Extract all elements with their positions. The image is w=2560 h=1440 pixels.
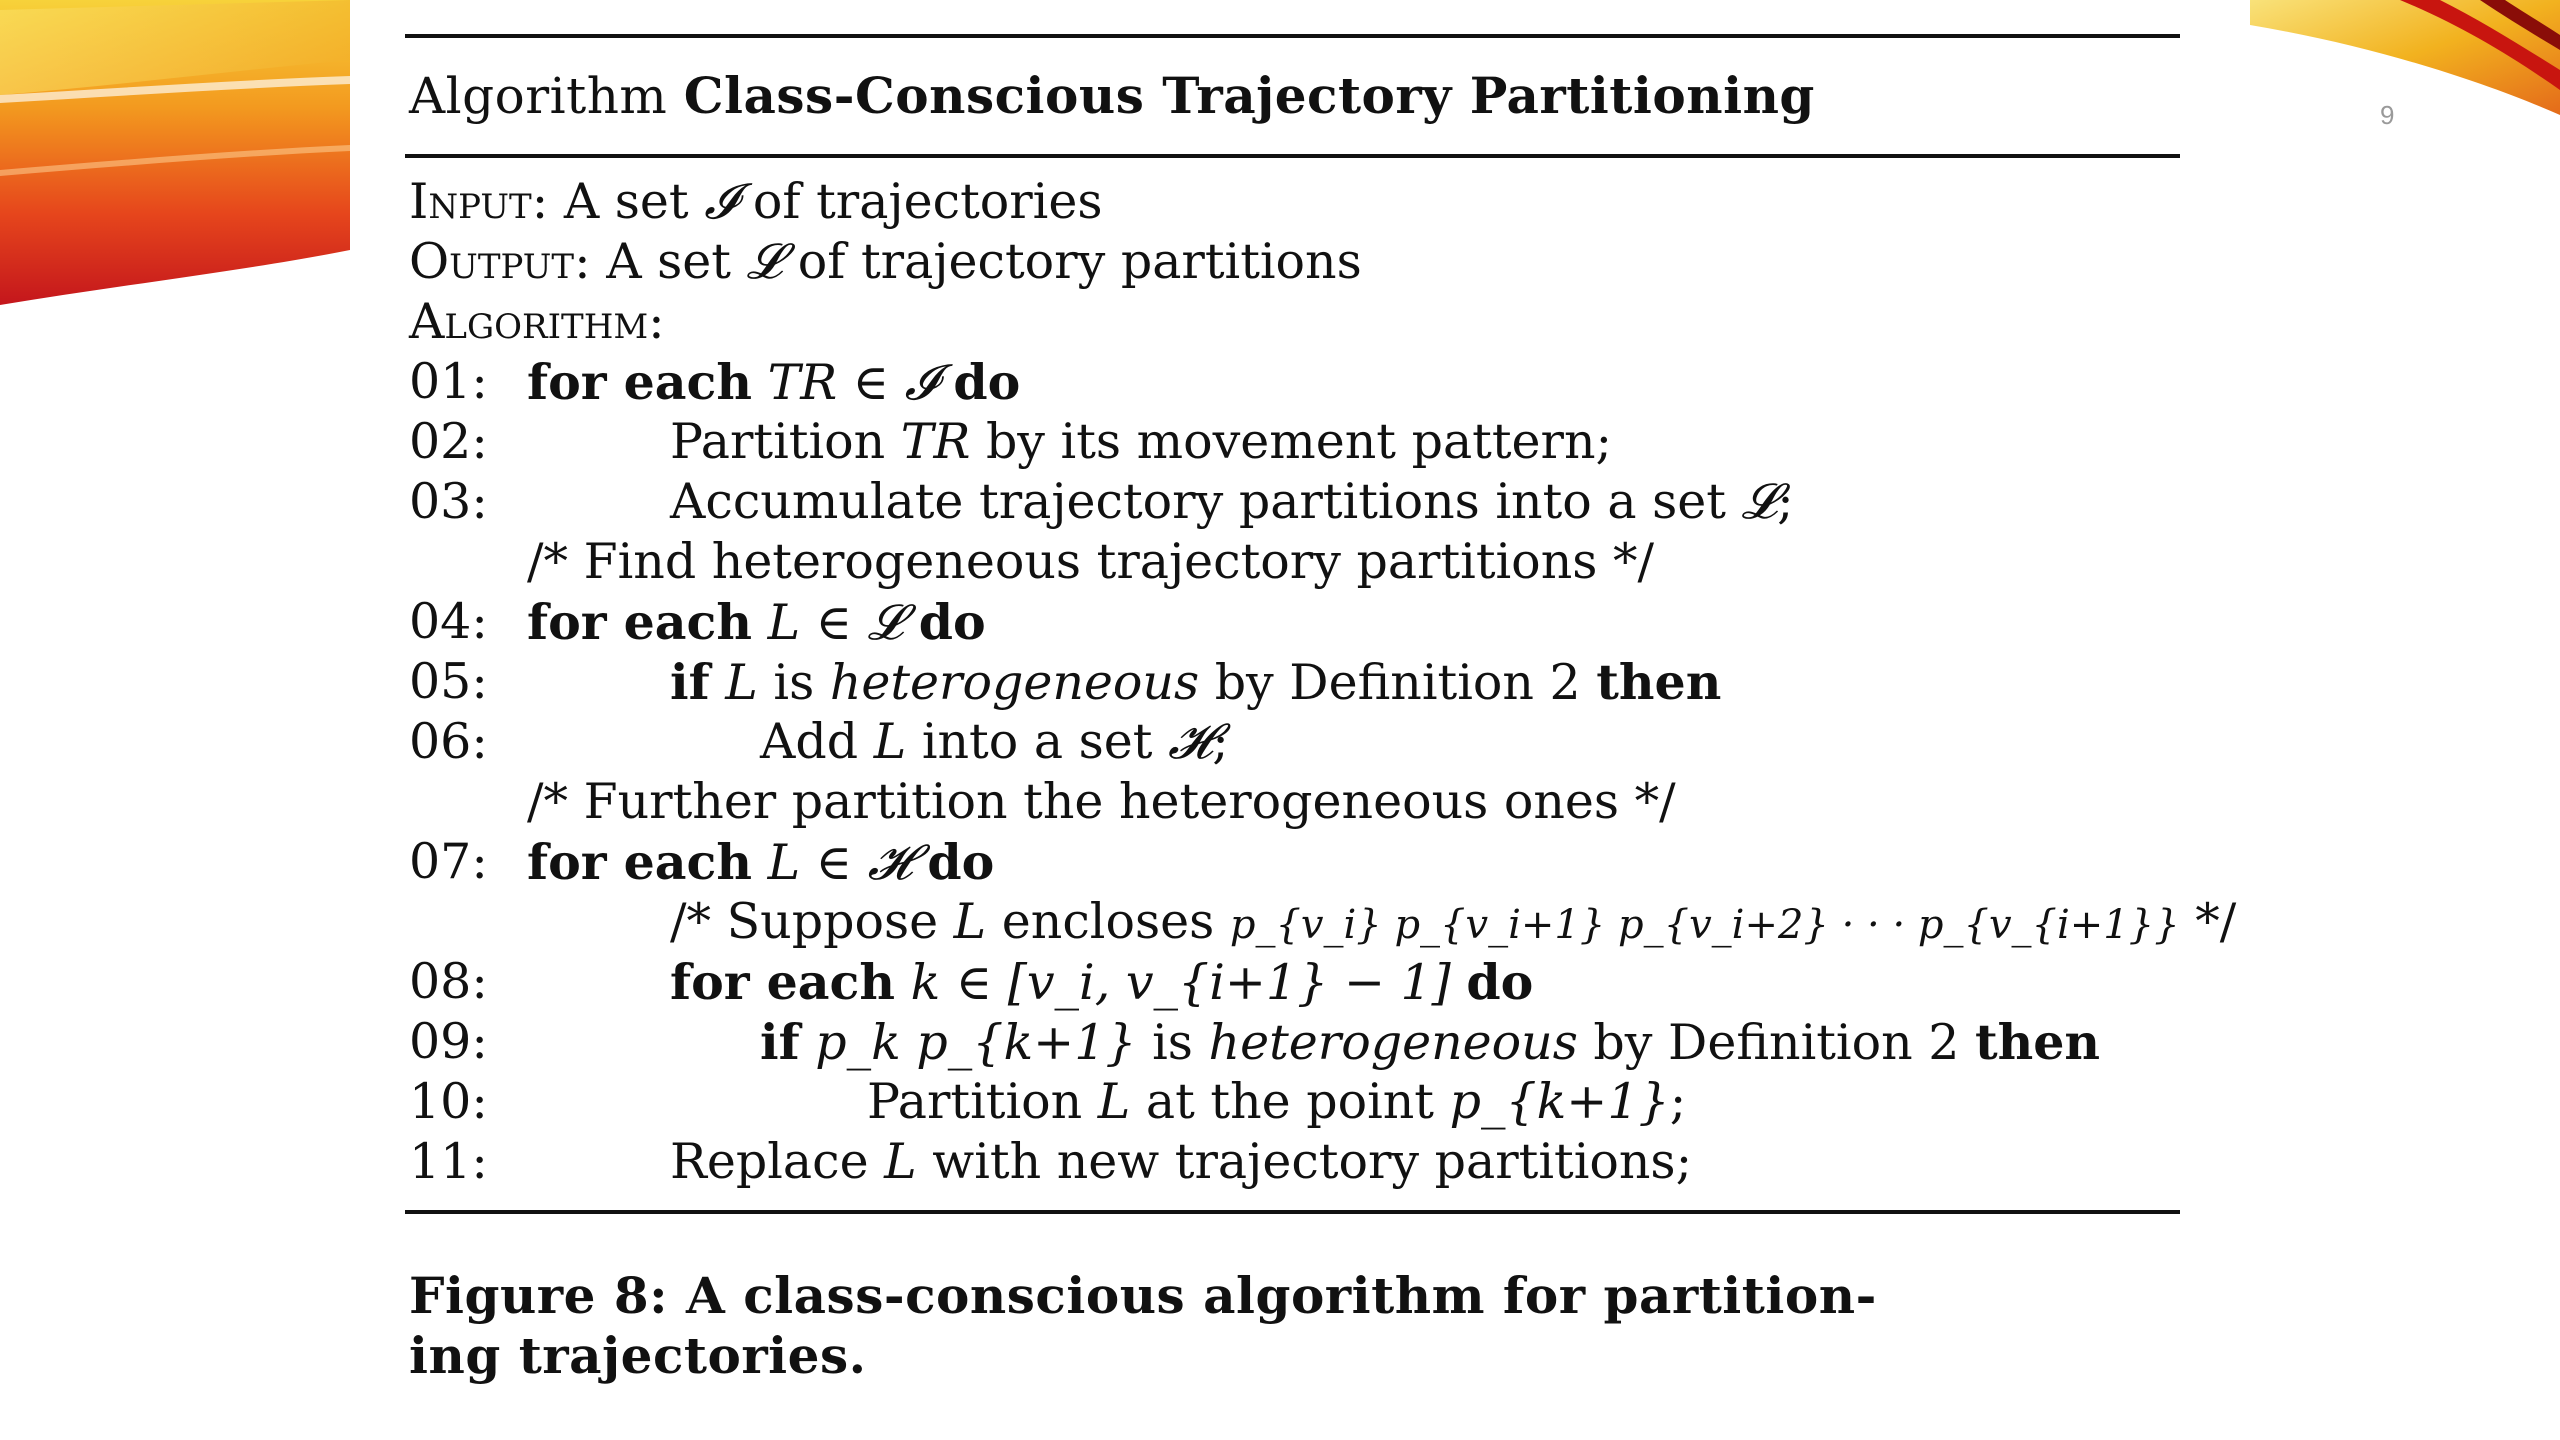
input-text-pre: A set: [563, 173, 689, 230]
line-number: 10:: [409, 1073, 488, 1130]
corner-ribbon-right: [2250, 0, 2560, 120]
keyword: for each: [527, 353, 753, 411]
input-symbol: 𝓘: [704, 173, 738, 230]
line-number: 07:: [409, 833, 488, 890]
line-text: by Definition 2: [1214, 654, 1581, 711]
line-text: with new trajectory partitions;: [932, 1133, 1693, 1190]
keyword: do: [918, 593, 986, 651]
math-expr: L: [953, 893, 987, 950]
keyword: if: [670, 653, 710, 711]
slide-number: 9: [2380, 100, 2395, 130]
math-expr: p_{v_i} p_{v_i+1} p_{v_i+2} · · · p_{v_{i+1}}: [1229, 902, 2180, 948]
math-expr: k ∈ [v_i, v_{i+1} − 1]: [910, 954, 1451, 1011]
math-expr: p_{k+1}: [1449, 1073, 1670, 1130]
input-line: [405, 172, 2180, 232]
comment-text: /* Further partition the heterogeneous ones */: [527, 773, 1676, 830]
ribbon-right-graphic: [2250, 0, 2560, 120]
keyword: do: [953, 353, 1021, 411]
keyword: for each: [670, 953, 896, 1011]
math-expr: TR ∈ 𝓘: [767, 354, 938, 411]
math-expr: TR: [900, 413, 971, 470]
line-text: ;: [1669, 1073, 1687, 1130]
math-expr: p_k p_{k+1}: [815, 1014, 1137, 1071]
algorithm-label: Algorithm:: [409, 293, 665, 350]
keyword: if: [760, 1013, 800, 1071]
algo-line-06: [405, 712, 2180, 772]
line-text: Accumulate trajectory partitions into a set: [670, 473, 1726, 530]
algo-comment-2: [405, 772, 2180, 832]
input-label: Input:: [409, 173, 549, 230]
keyword: then: [1596, 653, 1722, 711]
algo-line-05: [405, 652, 2180, 712]
math-expr: L ∈ 𝓛: [767, 594, 904, 651]
line-text: by its movement pattern;: [985, 413, 1613, 470]
math-expr: L: [1097, 1073, 1131, 1130]
algo-line-09: [405, 1012, 2180, 1072]
line-text: by Definition 2: [1593, 1014, 1960, 1071]
line-number: 06:: [409, 713, 488, 770]
line-text: is: [773, 654, 815, 711]
algorithm-title: [405, 38, 2180, 154]
ribbon-left-graphic: [0, 0, 350, 310]
keyword: for each: [527, 833, 753, 891]
comment-text: */: [2195, 893, 2237, 950]
keyword: do: [1466, 953, 1534, 1011]
emphasis-text: heterogeneous: [1208, 1014, 1578, 1071]
comment-text: /* Find heterogeneous trajectory partitions */: [527, 533, 1654, 590]
algo-comment-1: [405, 532, 2180, 592]
corner-ribbon-left: [0, 0, 350, 310]
figure-caption: [405, 1266, 2180, 1386]
comment-text: encloses: [1001, 893, 1215, 950]
algo-line-10: [405, 1072, 2180, 1132]
algorithm-label-line: [405, 292, 2180, 352]
line-number: 03:: [409, 473, 488, 530]
algo-line-02: [405, 412, 2180, 472]
line-text: is: [1152, 1014, 1193, 1071]
output-line: [405, 232, 2180, 292]
algo-line-03: [405, 472, 2180, 532]
math-expr: L: [884, 1133, 917, 1190]
keyword: for each: [527, 593, 753, 651]
line-text: Replace: [670, 1133, 869, 1190]
line-number: 09:: [409, 1013, 488, 1070]
output-text-pre: A set: [606, 233, 731, 290]
line-text: Add: [760, 713, 859, 770]
caption-line-1: Figure 8: A class-conscious algorithm for partition-: [409, 1266, 1877, 1325]
algorithm-title-name: Class-Conscious Trajectory Partitioning: [683, 66, 1815, 125]
line-number: 11:: [409, 1133, 488, 1190]
math-expr: 𝓗: [1168, 713, 1213, 770]
keyword: do: [927, 833, 995, 891]
algo-line-07: [405, 832, 2180, 892]
emphasis-text: heterogeneous: [829, 654, 1200, 711]
algorithm-title-prefix: Algorithm: [409, 67, 668, 125]
line-text: Partition: [867, 1073, 1083, 1130]
line-number: 08:: [409, 953, 488, 1010]
line-number: 05:: [409, 653, 488, 710]
algo-line-11: [405, 1132, 2180, 1192]
line-text: ;: [1212, 713, 1229, 770]
math-expr: L: [725, 654, 758, 711]
keyword: then: [1975, 1013, 2101, 1071]
line-text: ;: [1777, 473, 1794, 530]
algo-comment-3: [405, 892, 2237, 952]
input-text-post: of trajectories: [752, 173, 1103, 230]
output-text-post: of trajectory partitions: [797, 233, 1362, 290]
output-label: Output:: [409, 233, 591, 290]
line-number: 01:: [409, 353, 488, 410]
comment-text: /* Suppose: [670, 893, 939, 950]
line-number: 04:: [409, 593, 488, 650]
bottom-rule: [405, 1210, 2180, 1214]
caption-line-2: ing trajectories.: [409, 1326, 867, 1385]
algo-line-01: [405, 352, 2180, 412]
math-expr: L: [873, 713, 907, 770]
algo-line-08: [405, 952, 2180, 1012]
line-number: 02:: [409, 413, 488, 470]
math-expr: 𝓛: [1741, 473, 1778, 530]
line-text: Partition: [670, 413, 886, 470]
math-expr: L ∈ 𝓗: [767, 834, 912, 891]
algo-line-04: [405, 592, 2180, 652]
line-text: at the point: [1145, 1073, 1434, 1130]
output-symbol: 𝓛: [746, 233, 783, 290]
algorithm-figure: [405, 34, 2237, 1386]
algorithm-body: [405, 158, 2237, 1192]
line-text: into a set: [921, 713, 1153, 770]
